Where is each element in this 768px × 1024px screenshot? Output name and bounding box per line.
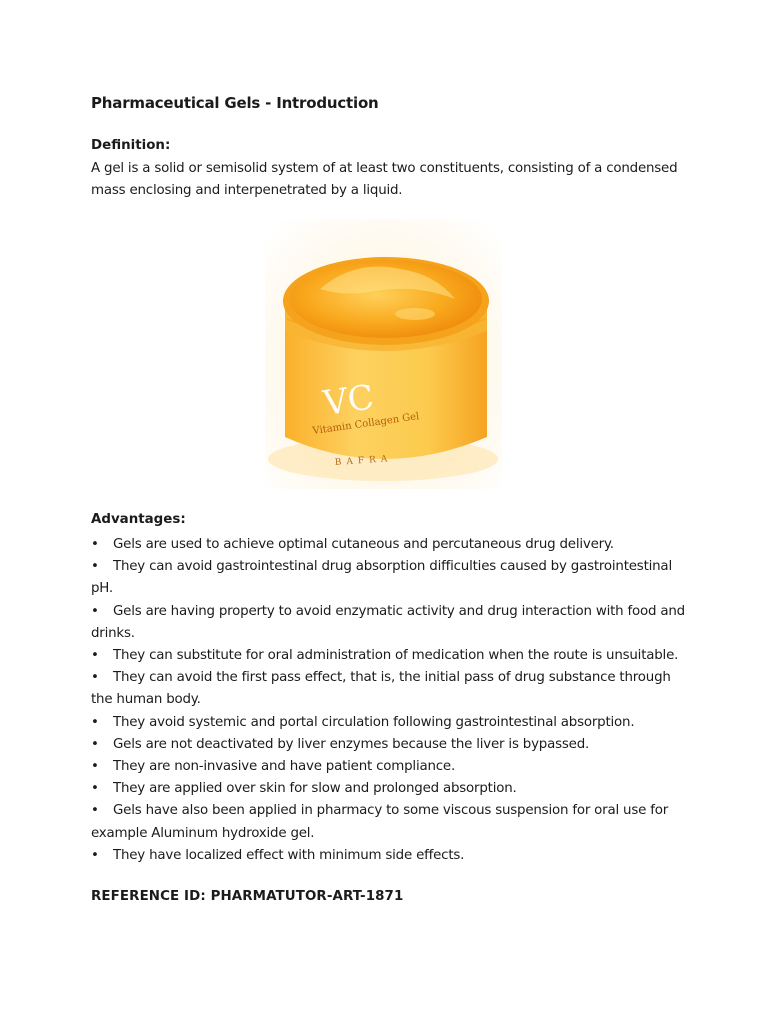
advantages-list [91, 534, 686, 867]
list-item: • They can avoid gastrointestinal drug absorption difficulties caused by gastrointestinal pH. [91, 559, 672, 597]
gel-jar-photo [265, 219, 502, 489]
page-title: Pharmaceutical Gels - Introduction [91, 94, 379, 112]
definition-heading: Definition: [91, 138, 171, 153]
reference-id: REFERENCE ID: PHARMATUTOR-ART-1871 [91, 889, 404, 904]
jar-label-product: Vitamin Collagen Gel [311, 411, 420, 437]
advantages-heading: Advantages: [91, 512, 186, 527]
list-item: • They can substitute for oral administration of medication when the route is unsuitable. [91, 648, 679, 664]
list-item: • They can avoid the first pass effect, that is, the initial pass of drug substance through the human body. [91, 670, 671, 708]
list-item: • Gels are used to achieve optimal cutaneous and percutaneous drug delivery. [91, 537, 614, 552]
list-item: • Gels have also been applied in pharmacy to some viscous suspension for oral use for example Aluminum hydroxide gel. [91, 803, 669, 841]
list-item: • They are non-invasive and have patient compliance. [91, 759, 456, 775]
jar-label-brand: BAFRA [334, 453, 393, 468]
definition-text: A gel is a solid or semisolid system of at least two constituents, consisting of a condensed mass enclosing and interpenetrated by a liquid. [91, 161, 678, 198]
list-item: • Gels are not deactivated by liver enzymes because the liver is bypassed. [91, 736, 590, 752]
list-item: • Gels are having property to avoid enzymatic activity and drug interaction with food and drinks. [91, 603, 685, 641]
list-item: • They have localized effect with minimum side effects. [91, 847, 465, 863]
jar-label-vc: VC [320, 377, 377, 424]
list-item: • They avoid systemic and portal circulation following gastrointestinal absorption. [91, 714, 635, 730]
list-item: • They are applied over skin for slow and prolonged absorption. [91, 781, 517, 797]
